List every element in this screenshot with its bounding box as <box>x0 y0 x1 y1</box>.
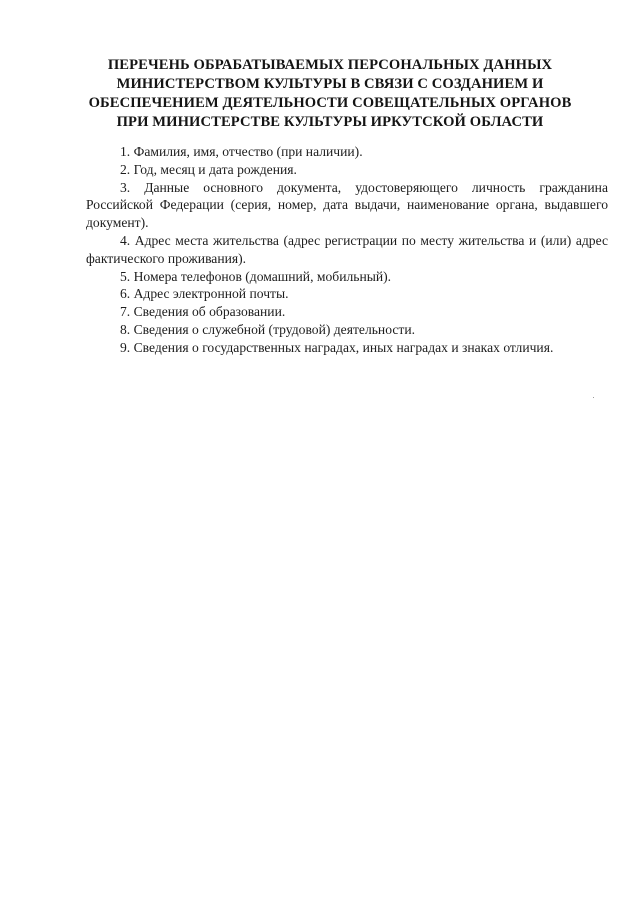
personal-data-list <box>86 143 608 357</box>
list-item: 3. Данные основного документа, удостоверяющего личность гражданина Российской Федерации (серия, номер, дата выдачи, наименование органа, выдавшего документ). <box>86 179 608 231</box>
list-item: 6. Адрес электронной почты. <box>120 286 289 302</box>
list-item: 4. Адрес места жительства (адрес регистрации по месту жительства и (или) адрес фактического проживания). <box>86 232 608 266</box>
list-item: 9. Сведения о государственных наградах, иных наградах и знаках отличия. <box>120 339 554 355</box>
document-title <box>80 56 580 132</box>
list-item: 5. Номера телефонов (домашний, мобильный). <box>120 268 392 284</box>
title-line-4: ПРИ МИНИСТЕРСТВЕ КУЛЬТУРЫ ИРКУТСКОЙ ОБЛАСТИ <box>116 114 544 130</box>
title-line-1: ПЕРЕЧЕНЬ ОБРАБАТЫВАЕМЫХ ПЕРСОНАЛЬНЫХ ДАННЫХ <box>107 57 553 73</box>
title-line-2: МИНИСТЕРСТВОМ КУЛЬТУРЫ В СВЯЗИ С СОЗДАНИЕМ И <box>116 76 544 92</box>
scan-speck <box>593 397 594 398</box>
list-item: 8. Сведения о служебной (трудовой) деятельности. <box>120 321 415 337</box>
list-item: 1. Фамилия, имя, отчество (при наличии). <box>120 144 363 159</box>
list-item: 2. Год, месяц и дата рождения. <box>120 161 297 177</box>
title-line-3: ОБЕСПЕЧЕНИЕМ ДЕЯТЕЛЬНОСТИ СОВЕЩАТЕЛЬНЫХ ОРГАНОВ <box>88 95 572 111</box>
list-item: 7. Сведения об образовании. <box>120 304 286 320</box>
